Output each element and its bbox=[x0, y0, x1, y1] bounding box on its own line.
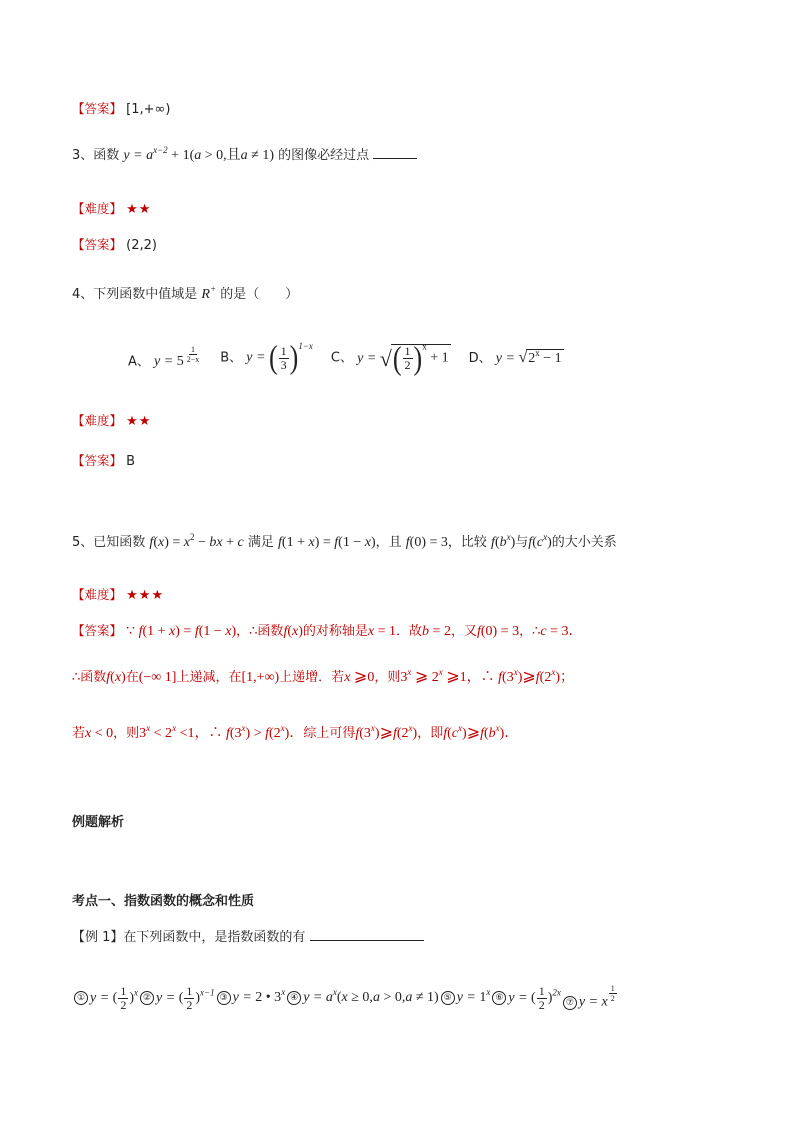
example-1-mark-2: ② bbox=[140, 991, 154, 1005]
question-5: 5、已知函数 $f(x) = x^2$ − bx + c 满足 f(1 + x) = f(1 − x)，且 f(0) = 3，比较 $f(b^x)$与$f(c^x)$的大小关系 bbox=[72, 532, 617, 550]
answer-tag: 【答案】 bbox=[72, 101, 123, 116]
q4-answer bbox=[72, 452, 135, 471]
question-4 bbox=[72, 286, 298, 304]
q5-answer-line2: ∴函数f(x)在(−∞ 1]上递减，在[1,+∞)上递增．若x ⩾0，则3$^x$ ⩾ 2$^x$ ⩾1，∴ f(3$^x$)⩾f(2$^x$)； bbox=[72, 667, 575, 685]
q4-option-c: C、 y = √( $\frac{1}{2}$ )$^x$ + 1 bbox=[330, 339, 449, 376]
q5-ans-l2a: ∴函数 bbox=[72, 670, 107, 685]
q5-t5: 的大小关系 bbox=[551, 535, 617, 550]
example-1-item-1: ① y = ( $\frac{1}{2}$ )$^x$ bbox=[72, 985, 138, 1012]
example-1-mark-4: ④ bbox=[287, 991, 301, 1005]
q5-t2: ，且 bbox=[375, 535, 402, 550]
example-1-mark-3: ③ bbox=[217, 991, 231, 1005]
q5-t1: 满足 bbox=[247, 535, 274, 550]
q4-answer-tag: 【答案】 bbox=[72, 453, 123, 468]
q5-t3: ，比较 bbox=[447, 535, 487, 550]
q5-t4: 与 bbox=[515, 535, 529, 550]
q5-ans-l3d: ，即 bbox=[417, 726, 444, 741]
q4-option-d: D、 $y = √2^x - 1$ bbox=[468, 347, 562, 366]
example-1-items bbox=[72, 980, 618, 1016]
answer-line-prev bbox=[72, 100, 170, 119]
q5-ans-l1a: ，∴函数 bbox=[236, 624, 284, 639]
q5-ans-l3b: ，则 bbox=[113, 726, 140, 741]
q4-option-a-label: A、 bbox=[128, 354, 150, 370]
q5-answer-tag: 【答案】 bbox=[72, 623, 123, 638]
q3-formula: $y = a^{x-2} + 1(a > 0$,且a ≠ 1) bbox=[123, 145, 274, 163]
q5-ans-l2d: 上递增．若 bbox=[279, 670, 345, 685]
q4-option-b: B、 y = ( $\frac{1}{3}$ )$^{1-x}$ bbox=[220, 339, 313, 376]
q5-difficulty bbox=[72, 586, 164, 605]
q4-r: R bbox=[201, 287, 210, 302]
answer-value: [1,+∞) bbox=[126, 102, 171, 117]
q4-plus: + bbox=[209, 284, 217, 294]
q5-difficulty-tag: 【难度】 bbox=[72, 587, 123, 602]
q3-answer-value: (2,2) bbox=[126, 238, 157, 253]
q5-ans-l3a: 若 bbox=[72, 726, 86, 741]
q4-difficulty-tag: 【难度】 bbox=[72, 413, 123, 428]
example-1-mark-1: ① bbox=[74, 991, 88, 1005]
example-1-blank bbox=[310, 928, 424, 941]
example-1 bbox=[72, 928, 424, 947]
q5-ans-l2e: ，则 bbox=[374, 670, 401, 685]
q5-ans-l3c: 综上可得 bbox=[303, 726, 356, 741]
q4-r-plus bbox=[201, 284, 217, 302]
q5-ans-l2b: 在 bbox=[125, 670, 139, 685]
q5-ans-l1d: ，又 bbox=[450, 624, 477, 639]
q5-answer-line1: 【答案】 ∵ f(1 + x) = f(1 − x)，∴函数f(x)的对称轴是x = 1．故b = 2，又f(0) = 3，∴c = 3． bbox=[72, 623, 583, 639]
example-1-item-5: ⑤ $y = 1^x$ bbox=[439, 989, 491, 1007]
q4-difficulty-stars: ★★ bbox=[126, 414, 152, 429]
q5-ans-l1c: ．故 bbox=[396, 624, 423, 639]
q5-prefix: 5、已知函数 bbox=[72, 535, 146, 550]
q4-suffix: 的是（ ） bbox=[220, 287, 299, 302]
q4-answer-value: B bbox=[126, 454, 136, 469]
example-1-text: 【例 1】在下列函数中，是指数函数的有 bbox=[72, 930, 306, 945]
q3-answer-tag: 【答案】 bbox=[72, 237, 123, 252]
example-1-item-3: ③ y = 2 • 3$^x$ bbox=[215, 989, 286, 1007]
q4-option-a: A、 y = 5 $^{\frac{1}{2-x}}$ bbox=[128, 344, 200, 370]
example-1-item-4: ④ $y = a^x(x \ge 0,a > 0,a \ne 1)$ bbox=[285, 989, 439, 1007]
example-1-item-7: ⑦ y = x $^{\frac{1}{2}}$ bbox=[561, 984, 618, 1012]
q3-blank bbox=[373, 146, 417, 159]
q4-text: 4、下列函数中值域是 bbox=[72, 287, 198, 302]
section-title: 例题解析 bbox=[72, 815, 125, 830]
q4-options bbox=[128, 338, 582, 378]
q4-difficulty bbox=[72, 412, 151, 431]
q3-answer bbox=[72, 236, 157, 255]
section-point-1: 考点一、指数函数的概念和性质 bbox=[72, 894, 255, 909]
q4-option-c-label: C、 bbox=[330, 350, 353, 366]
q5-ans-l1e: ，∴ bbox=[519, 624, 541, 639]
example-1-item-6: ⑥ y = ( $\frac{1}{2}$ )$^{2x}$ bbox=[490, 985, 561, 1012]
q5-ans-l1b: 的对称轴是 bbox=[302, 624, 368, 639]
q3-suffix: 的图像必经过点 bbox=[278, 148, 370, 163]
q4-option-d-label: D、 bbox=[468, 350, 492, 366]
example-1-mark-6: ⑥ bbox=[492, 991, 506, 1005]
example-1-mark-5: ⑤ bbox=[441, 991, 455, 1005]
q5-ans-l2c: 上递减，在 bbox=[176, 670, 242, 685]
question-3 bbox=[72, 146, 417, 165]
q5-difficulty-stars: ★★★ bbox=[126, 588, 165, 603]
q5-answer-line3: 若x < 0，则$3^x < 2^x <1$，∴ $f(3^x) > f(2^x)$．综上可得f(3$^x$)⩾f(2$^x$)，即$f(c^x)⩾f(b^x)$． bbox=[72, 723, 519, 741]
example-1-item-2: ② y = ( $\frac{1}{2}$ )$^{x-1}$ bbox=[138, 985, 215, 1012]
q3-difficulty-stars: ★★ bbox=[126, 202, 152, 217]
q3-difficulty bbox=[72, 200, 151, 219]
example-1-mark-7: ⑦ bbox=[563, 996, 577, 1010]
q4-option-b-label: B、 bbox=[220, 350, 243, 366]
q3-difficulty-tag: 【难度】 bbox=[72, 201, 123, 216]
q3-prefix: 3、函数 bbox=[72, 148, 120, 163]
